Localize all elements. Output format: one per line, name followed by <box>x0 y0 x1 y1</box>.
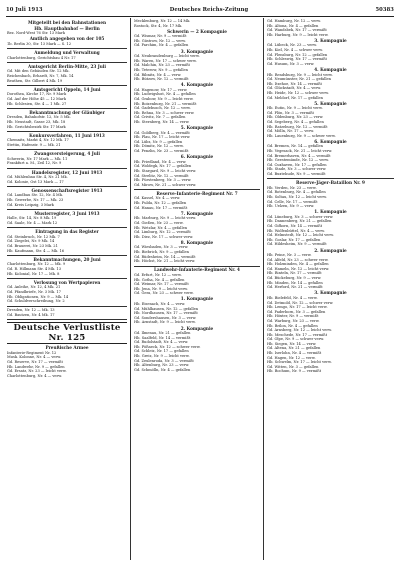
list-entry: Gd. Limburg, Nr. 12 — vermißt <box>134 230 191 235</box>
list-entry: Hb. Stade, Nr. 3 — schwer verw. <box>267 167 327 172</box>
list-entry: Gd. Bückeburg, Nr. 9 — verw. <box>267 276 322 281</box>
list-entry: Hb. Schwelm, Nr. 17 — leicht verw. <box>267 360 332 365</box>
section-heading: Musterregister, 3 Juni 1913 <box>34 210 100 216</box>
section-heading: Mitgeteilt bei den Bahnstationen <box>27 19 107 25</box>
section-heading: Amtsgericht Berlin-Mitte, 23 Juli <box>28 63 106 69</box>
section-heading: Landwehr-Infanterie-Regiment Nr. 4 <box>154 267 240 273</box>
list-entry: Halle, Str. 14, Nr. 8 Mk. 19 <box>7 216 57 221</box>
column-separator <box>7 85 127 86</box>
list-entry: Gd. Schmölln, Nr. 4 — gefallen <box>134 367 191 372</box>
list-entry: Hb. Teterow, Nr. 9 — gefallen <box>134 67 188 72</box>
list-entry: Hb. Kolonial, Nr. 17 — Mk. 8 <box>7 271 60 276</box>
list-entry: Gd. Parchim, Nr. 4 — gefallen <box>134 43 189 48</box>
section-heading: Anmeldung und Verwaltung <box>34 50 100 56</box>
list-entry: Gd. Kreis Leipzig, 3 Mark <box>7 202 54 207</box>
list-entry: Hb. Friedland, Nr. 4 — verw. <box>134 159 187 164</box>
section-heading: Hb. Hauptbahnhof — Berlin <box>34 25 100 31</box>
list-entry: Gd. Malchin, Nr. 23 — vermißt <box>134 63 190 68</box>
section-heading: Bekanntmachungen, 20 Juni <box>33 256 101 262</box>
list-entry: Hb. Nordhausen, Nr. 17 — vermißt <box>134 311 198 316</box>
list-entry: Charlottenburg, Gerichtsbau 4 Nr. 17 <box>7 55 76 60</box>
list-entry: Hb. Ratzeburg, Nr. 12 — vermißt <box>267 124 328 129</box>
list-entry: Gd. Lübeck, Nr. 23 — verw. <box>267 43 317 48</box>
list-entry: Gd. Saale, Nr. 4 — Mark 12 <box>7 221 58 226</box>
list-entry: Gd. Gadebusch, Nr. 12 — verw. <box>134 106 191 111</box>
list-entry: Hb. Bochum, Nr. 9 — vermißt <box>267 369 322 374</box>
list-entry: Hb. Lemgo, Nr. 17 — leicht verw. <box>267 305 328 310</box>
list-entry: Bez. Nord-West 76 Str. 13 Mark <box>7 31 65 36</box>
list-entry: Hb. Güstrow, Nr. 12 — verw. <box>134 38 186 43</box>
list-entry: Gd. Kolonie, Ost 13 Mark — 17 <box>7 179 64 184</box>
list-entry: Gd. Reserve, Nr. 17 — vermißt <box>7 360 63 365</box>
list-entry: Gd. Neumünster, Nr. 21 — gefallen <box>267 77 331 82</box>
list-entry: Gd. Buxtehude, Nr. 9 — vermißt <box>267 172 326 176</box>
list-entry: Charlottenburg, Nr. 12 — Mk. 9 <box>7 262 66 267</box>
text-column-1 <box>7 19 127 560</box>
list-entry: Gd. Steinbruch, Nr. 12 Mk. 7 <box>7 234 60 239</box>
list-entry: Gd. Bremen, Nr. 14 — gefallen <box>267 144 323 149</box>
list-entry: Hb. Oldenburg, Nr. 23 — verw. <box>267 115 324 120</box>
list-entry: Hb. Waren, Nr. 17 — schwer verw. <box>134 58 197 63</box>
list-entry: Hb. Altenburg, Nr. 23 — verw. <box>134 363 190 368</box>
list-entry: Hb. Brilon, Nr. 4 — gefallen <box>267 323 318 328</box>
list-entry: Gd. Grabow, Nr. 9 — leicht verw. <box>134 97 194 101</box>
list-entry: Hb. Boizenburg, Nr. 21 — vermißt <box>134 101 197 106</box>
list-entry: Hb. Arnstadt, Nr. 9 — leicht verw. <box>134 320 196 325</box>
column-rule <box>263 18 264 560</box>
section-heading: Konkursverfahren, 11 Juni 1913 <box>29 132 105 138</box>
section-heading: Preußische Armee <box>45 345 89 351</box>
list-entry: Gd. Ziegelei, Nr. 9 Mk. 14 <box>7 239 55 244</box>
list-entry: Gd. Schleiz, Nr. 17 — gefallen <box>134 349 189 354</box>
list-entry: Gd. Brauerei, Nr. 23 Mk. 21 <box>7 244 58 248</box>
header-date: 10 Juli 1913 <box>6 7 43 13</box>
list-entry: Gd. Arnsberg, Nr. 12 — leicht verw. <box>267 328 332 333</box>
list-entry: Gd. Witten, Nr. 3 — gefallen <box>267 364 319 369</box>
text-column-3 <box>267 19 394 560</box>
column-separator <box>7 131 127 132</box>
column-separator <box>7 209 127 210</box>
header-title: Deutsches Reichs-Zeitung <box>169 7 249 13</box>
list-entry: Hb. Plau, Nr. 17 — leicht verw. <box>134 135 191 140</box>
list-entry: Hb. Lauenburg, Nr. 9 — schwer verw. <box>267 133 336 138</box>
list-entry: Dresden, Nr. 12 — Mk. 13 <box>7 308 55 313</box>
list-entry: Gd. Wandsbek, Nr. 17 — vermißt <box>267 28 327 33</box>
list-entry: Hb. Kaufmann, Str. 4 — Mk. 16 <box>7 248 65 253</box>
list-entry: Hb. Stargard, Nr. 9 — leicht verw. <box>134 168 197 173</box>
list-entry: Gd. Detmold, Nr. 12 — schwer verw. <box>267 300 334 305</box>
list-entry: Gd. Mühlenbau Str. 4, Nr. 21 Mk. <box>7 175 68 180</box>
list-entry: Gd. Goldberg, Nr. 4 — vermißt <box>134 130 190 135</box>
list-entry: Gd. Rudolstadt, Nr. 4 — verw. <box>134 340 189 345</box>
list-entry: Hb. Verden, Nr. 23 — verw. <box>267 185 317 190</box>
list-entry: Hb. Diez, Nr. 17 — schwer verw. <box>134 234 194 239</box>
list-entry: Hb. Harburg, Nr. 9 — leicht verw. <box>267 32 329 37</box>
list-entry: Gd. Landbau Str. 12, Nr. 4 Mk. <box>7 193 64 198</box>
list-entry: Gd. Glückstadt, Nr. 4 — verw. <box>267 86 322 91</box>
list-entry: Gd. Paderborn, Nr. 3 — gefallen <box>267 309 326 314</box>
list-entry: Gd. Sondershausen, Nr. 3 — verw. <box>134 315 197 320</box>
list-entry: Gd. Hildesheim, Nr. 9 — vermißt <box>267 242 327 247</box>
list-entry: Gd. Bremerhaven, Nr. 4 — vermißt <box>267 153 331 158</box>
list-entry: Chemnitz, Markt 4, Nr. 12 Mk. 17 <box>7 138 69 143</box>
section-heading: Amtlich angegeben von der 105 <box>29 36 105 42</box>
list-entry: Gd. Gießen, Nr. 23 — verw. <box>134 220 184 225</box>
list-entry: Rostock, Str. 4, Nr. 17 Mk. <box>134 23 183 28</box>
list-entry: Gd. Kassel, Nr. 4 — verw. <box>134 196 181 201</box>
list-entry: Frankfurt a. M., Zeil 12, Nr. 9 <box>7 161 62 166</box>
list-entry: Hb. Eutin, Nr. 9 — leicht verw. <box>267 106 323 111</box>
list-entry: Hb. Wolfenbüttel, Nr. 4 — verw. <box>267 228 325 233</box>
list-entry: Gd. Hanau, Nr. 17 — vermißt <box>134 205 188 210</box>
list-entry: Gd. Hameln, Nr. 12 — leicht verw. <box>267 266 330 271</box>
column-separator <box>7 306 127 307</box>
list-entry: Gd. Alfeld, Nr. 23 — schwer verw. <box>267 257 329 262</box>
section-heading: 5. Kompagnie <box>314 100 347 106</box>
list-entry: Gd. Mölln, Nr. 17 — verw. <box>267 129 315 134</box>
list-entry: Reichenbach, Erhardt, Nr. 7, Mk. 14 <box>7 74 74 79</box>
section-heading: 3. Kompagnie <box>180 48 214 54</box>
section-heading: Amtsgericht Oppeln, 14 Juni <box>33 86 101 92</box>
list-entry: Hb. Siegen, Nr. 14 — verw. <box>267 341 317 346</box>
list-entry: Gd. Segeberg, Nr. 4 — gefallen <box>267 119 324 124</box>
list-entry: Gd. Erfurt, Nr. 12 — verw. <box>134 272 182 277</box>
list-entry: Hb. Kiel, Nr. 4 — schwer verw. <box>267 48 323 53</box>
list-entry: Gd. Woldegk, Nr. 17 — gefallen <box>134 164 192 169</box>
column-separator <box>7 108 127 109</box>
column-separator <box>134 189 260 190</box>
list-entry: Hb. Landwehr, Nr. 9 — gefallen <box>7 364 65 369</box>
list-entry: 1b. Berlin 30, Str. 13 Mark — S. 12 <box>7 41 71 46</box>
list-entry: Mecklenburg, Nr. 12 — 14 Mk. <box>134 19 191 23</box>
list-entry: Hb. Fürstenberg, Nr. 3 — verw. <box>134 178 192 183</box>
list-entry: Dorothea, Kirche 17, Nr. 9 Mark <box>7 92 67 97</box>
list-entry: Hb. Dannenberg, Nr. 21 — gefallen <box>267 219 332 224</box>
list-entry: Hb. Holzminden, Nr. 4 — gefallen <box>267 262 329 267</box>
list-entry: Gd. Mit den Gebäuden Str. 12 Mk. <box>7 69 70 74</box>
list-entry: Hb. Gotha, Nr. 4 — gefallen <box>134 277 185 282</box>
section-heading: Zwangsversteigerung, 4 Juli <box>34 151 100 157</box>
list-entry: Gd. R. Hillmann Str. 4 Mk. 13 <box>7 266 62 271</box>
list-entry: Gd. Rotenburg, Nr. 4 — gefallen <box>267 190 326 195</box>
list-entry: Hb. Iserlohn, Nr. 4 — vermißt <box>267 351 322 356</box>
list-entry: Gd. Flensburg, Nr. 12 — gefallen <box>267 52 328 57</box>
list-entry: Stettin, Hafenstr. 9 — Mk. 21 <box>7 142 61 147</box>
list-entry: Hb. Höchst, Nr. 21 — leicht verw. <box>134 259 196 264</box>
list-entry: Hb. Neustadt, Gasse 23, Mk. 18 <box>7 119 66 124</box>
list-entry: Gd. Weimar, Nr. 17 — vermißt <box>134 282 189 287</box>
list-entry: Hb. Ludwigslust, Nr. 4 — gefallen <box>134 92 196 97</box>
section-heading: 6. Kompagnie <box>180 154 214 160</box>
section-heading: 4. Kompagnie <box>314 66 347 72</box>
section-heading: 5. Kompagnie <box>180 125 214 131</box>
list-entry: Hb. Altona, Nr. 4 — gefallen <box>267 23 319 28</box>
section-heading: 2. Kompagnie <box>314 247 347 253</box>
list-entry: Gd. Strelitz, Nr. 12 — vermißt <box>134 173 189 178</box>
section-heading: Reserve-Jäger-Bataillon Nr. 9 <box>296 180 365 186</box>
list-entry: Hb. Vegesack, Nr. 21 — leicht verw. <box>267 149 333 154</box>
column-separator <box>7 168 127 169</box>
list-entry: Gd. Gera, Nr. 23 — schwer verw. <box>134 291 194 296</box>
list-entry: Infanterie-Regiment Nr. 12 <box>7 350 57 355</box>
list-entry: Gd. Schuldverschreibung, Nr. 2 <box>7 299 65 304</box>
list-entry: Gd. Warburg, Nr. 23 — verw. <box>267 318 320 323</box>
column-separator <box>7 319 127 320</box>
list-entry: Gd. Cuxhaven, Nr. 17 — gefallen <box>267 162 327 167</box>
list-entry: Gd. Hamburg, Nr. 12 — verw. <box>267 19 321 23</box>
list-entry: Gd. Ersatz, Nr. 23 — leicht verw. <box>7 369 67 374</box>
list-entry: Gd. Gifhorn, Nr. 14 — vermißt <box>267 224 323 229</box>
section-heading: 1. Kompagnie <box>314 209 347 215</box>
list-entry: Hb. Schlesien, Str. 4 — 1 Mk. 27 <box>7 101 67 106</box>
list-entry: Gd. Ribnitz, Nr. 4 — verw. <box>134 72 182 77</box>
column-rule <box>130 18 131 560</box>
list-entry: Gd. Celle, Nr. 17 — vermißt <box>267 199 318 204</box>
section-heading: 7. Kompagnie <box>180 210 214 216</box>
column-separator <box>7 278 127 279</box>
list-entry: Hb. Marburg, Nr. 9 — leicht verw. <box>134 216 197 221</box>
list-entry: Hb. Obligationen, Nr. 9 — Mk. 14 <box>7 294 69 299</box>
list-entry: Hb. Uelzen, Nr. 9 — verw. <box>267 204 315 209</box>
column-separator <box>7 62 127 63</box>
list-entry: Gd. Auf der Höhe 45 — 12 Mark <box>7 97 66 101</box>
list-entry: Hb. Meschede, Nr. 17 — vermißt <box>267 332 328 337</box>
list-entry: Hb. Heide, Nr. 12 — schwer verw. <box>267 90 329 95</box>
list-entry: Gd. Husum, Nr. 3 — verw. <box>267 61 315 66</box>
list-entry: Gd. Meldorf, Nr. 17 — gefallen <box>267 95 323 100</box>
list-entry: Hb. Rendsburg, Nr. 9 — leicht verw. <box>267 72 333 77</box>
list-entry: Gd. Crivitz, Nr. 7 — gefallen <box>134 115 186 120</box>
section-heading: 6. Kompagnie <box>314 138 347 144</box>
list-entry: Hb. Goslar, Nr. 17 — gefallen <box>267 237 321 242</box>
section-heading: Schwerin — 2 Kompagnie <box>167 28 227 34</box>
section-heading: 2. Kompagnie <box>180 325 214 331</box>
section-heading: 8. Kompagnie <box>180 239 214 245</box>
list-entry: Hb. Rehna, Nr. 3 — schwer verw. <box>134 110 195 115</box>
list-entry: Gd. Plön, Nr. 3 — vermißt <box>267 110 314 115</box>
list-entry: Gd. Lübz, Nr. 9 — gefallen <box>134 139 183 144</box>
list-entry: Gd. Hagen, Nr. 12 — verw. <box>267 355 316 360</box>
list-entry: Hb. Itzehoe, Nr. 14 — vermißt <box>267 81 322 86</box>
list-entry: Gd. Mirow, Nr. 21 — schwer verw. <box>134 182 197 187</box>
section-heading: Reserve-Infanterie-Regiment Nr. 7 <box>156 190 238 196</box>
list-entry: Hb. Soltau, Nr. 12 — leicht verw. <box>267 194 327 199</box>
page-header <box>6 4 394 17</box>
list-entry: Hb. Biebrich, Nr. 9 — gefallen <box>134 250 189 254</box>
list-entry: Gd. Wiesbaden, Nr. 3 — verw. <box>134 245 189 250</box>
list-entry: Beuthen, Str. Gilbert 4 Mk. 19 <box>7 78 63 83</box>
list-entry: Gd. Rüdesheim, Nr. 14 — vermißt <box>134 254 196 259</box>
section-heading: 4. Kompagnie <box>180 82 214 88</box>
column-separator <box>7 255 127 256</box>
list-entry: Gd. Anleihe, Nr. 12, 4 Mk. 21 <box>7 285 61 290</box>
list-entry: Gd. Altena, Nr. 21 — gefallen <box>267 346 321 351</box>
list-entry: Hb. Gerichtsbezirk Str. 17 Mark <box>7 124 66 129</box>
list-entry: Hb. Peine, Nr. 3 — verw. <box>267 253 312 258</box>
list-entry: Musk. Kolonne, Nr. 4 — verw. <box>7 355 61 360</box>
list-entry: Hb. Höxter, Nr. 9 — vermißt <box>267 314 319 319</box>
list-entry: Hb. Geestemünde, Nr. 12 — verw. <box>267 158 329 163</box>
section-heading: Bekanntmachung der Gläubiger <box>29 109 105 115</box>
list-entry: Hb. Gewerbe, Nr. 17 — Mk. 23 <box>7 198 64 203</box>
list-entry: Gd. Ilmenau, Nr. 21 — gefallen <box>134 331 191 336</box>
list-entry: Gd. Zeulenroda, Nr. 3 — vermißt <box>134 358 194 363</box>
section-heading: Verlosung von Wertpapieren <box>33 279 101 285</box>
section-heading: 3. Kompagnie <box>314 37 347 43</box>
list-entry: Hb. Saalfeld, Nr. 14 — vermißt <box>134 335 191 340</box>
list-entry: Gd. Wismar, Nr. 9 — vermißt <box>134 34 187 39</box>
list-entry: Hb. Eisenach, Nr. 4 — verw. <box>134 302 186 307</box>
list-entry: Hb. Fulda, Nr. 12 — gefallen <box>134 201 187 206</box>
list-entry: Gd. Bautzen, Nr. 4 Mk. 17 <box>7 312 55 317</box>
list-entry: Hb. Pößneck, Nr. 12 — schwer verw. <box>134 344 201 349</box>
section-heading: 3. Kompagnie <box>314 290 347 296</box>
list-title: Deutsche Verlustliste Nr. 125 <box>7 322 127 344</box>
list-entry: Hb. Bielefeld, Nr. 4 — verw. <box>267 295 318 300</box>
list-entry: Gd. Helmstedt, Nr. 12 — leicht verw. <box>267 233 334 238</box>
list-entry: Gd. Lüneburg, Nr. 3 — schwer verw. <box>267 214 334 219</box>
list-entry: Gd. Mühlhausen, Nr. 12 — gefallen <box>134 306 199 311</box>
list-entry: Charlottenburg, Nr. 4 — verw. <box>7 373 63 378</box>
list-entry: Hb. Rinteln, Nr. 17 — vermißt <box>267 271 322 276</box>
list-entry: Hb. Wetzlar, Nr. 4 — gefallen <box>134 225 188 230</box>
list-entry: Gd. Penzlin, Nr. 23 — vermißt <box>134 149 189 154</box>
section-heading: 1. Kompagnie <box>180 296 214 302</box>
list-entry: Hb. Schleswig, Nr. 17 — vermißt <box>267 57 327 62</box>
list-entry: Hb. Jena, Nr. 9 — leicht verw. <box>134 286 188 291</box>
section-heading: Genossenschaftsregister 1913 <box>31 187 103 193</box>
list-entry: Hb. Bützow, Nr. 12 — vermißt <box>134 77 189 82</box>
list-entry: Gd. Herford, Nr. 21 — vermißt <box>267 285 323 290</box>
list-entry: Gd. Olpe, Nr. 9 — schwer verw. <box>267 337 325 342</box>
list-entry: Gd. Neubrandenburg — leicht verw. <box>134 54 200 59</box>
list-entry: Schwerin, Nr. 17 Mark — Mk. 11 <box>7 156 68 161</box>
column-separator <box>7 186 127 187</box>
list-entry: Hb. Sternberg, Nr. 14 — verw. <box>134 119 190 124</box>
list-entry: Gd. Hagenow, Nr. 17 — verw. <box>134 87 188 92</box>
list-entry: Gd. Pfandbriefe, Nr. 3 Mk. 17 <box>7 289 61 294</box>
section-heading: Eintragung in das Register <box>35 229 99 235</box>
list-entry: Dresden, Bahnhofstr. 12, Nr. 5 Mk. <box>7 115 71 120</box>
list-entry: Hb. Minden, Nr. 14 — gefallen <box>267 280 323 285</box>
section-heading: Handelsregister, 12 Juni 1913 <box>31 169 103 175</box>
list-entry: Hb. Greiz, Nr. 9 — leicht verw. <box>134 354 190 359</box>
page-number: 50383 <box>375 7 394 13</box>
text-column-2 <box>134 19 260 560</box>
list-entry: Hb. Dömitz, Nr. 12 — verw. <box>134 144 184 149</box>
